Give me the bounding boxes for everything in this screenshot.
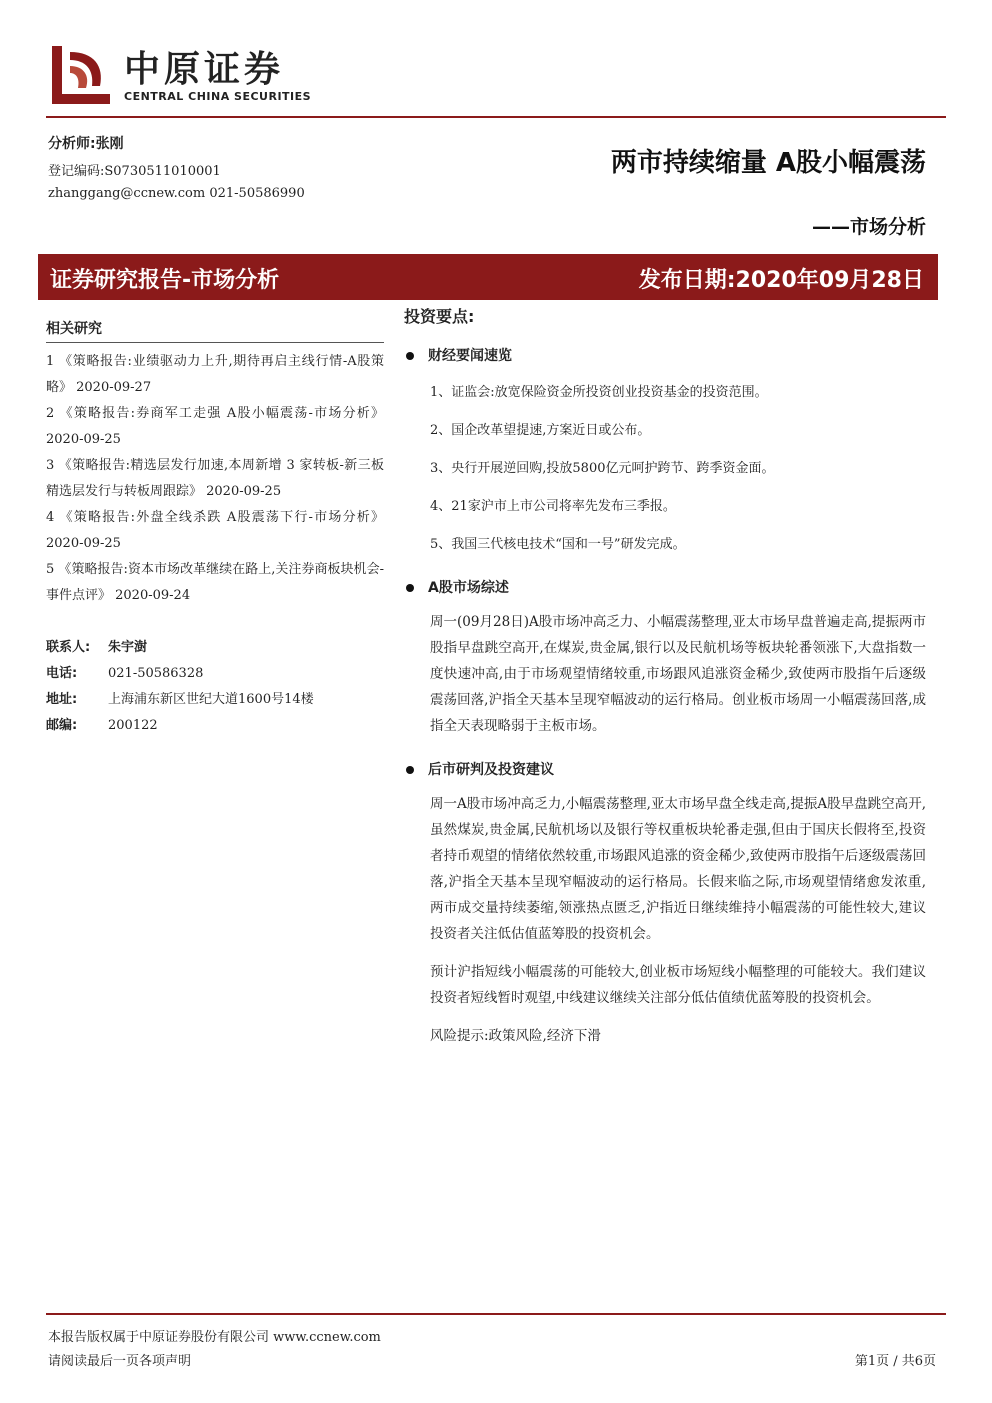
related-item: 3 《策略报告:精选层发行加速,本周新增 3 家转板-新三板精选层发行与转板周跟踪》 2020-09-25 — [46, 458, 384, 499]
related-item: 4 《策略报告:外盘全线杀跌 A股震荡下行-市场分析》 2020-09-25 — [46, 510, 384, 551]
outlook-paragraph: 预计沪指短线小幅震荡的可能较大,创业板市场短线小幅整理的可能较大。我们建议投资者短线暂时观望,中线建议继续关注部分低估值绩优蓝筹股的投资机会。 — [430, 964, 926, 1006]
contact-block — [46, 635, 384, 739]
page-number: 第1页 / 共6页 — [854, 1354, 936, 1369]
contact-person-label: 联系人: — [46, 640, 91, 655]
sidebar — [46, 318, 384, 739]
bullet-icon — [406, 352, 414, 360]
contact-phone-row — [46, 661, 384, 687]
risk-warning: 风险提示:政策风险,经济下滑 — [430, 1028, 601, 1044]
contact-zip-row — [46, 713, 384, 739]
related-item: 5 《策略报告:资本市场改革继续在路上,关注券商板块机会-事件点评》 2020-09-24 — [46, 562, 384, 603]
news-item: 5、我国三代核电技术“国和一号”研发完成。 — [430, 537, 686, 552]
analyst-contact: zhanggang@ccnew.com 021-50586990 — [48, 186, 305, 201]
related-item: 2 《策略报告:券商军工走强 A股小幅震荡-市场分析》 2020-09-25 — [46, 406, 384, 447]
contact-person-row — [46, 635, 384, 661]
footer-copyright: 本报告版权属于中原证券股份有限公司 www.ccnew.com — [48, 1330, 381, 1345]
related-item: 1 《策略报告:业绩驱动力上升,期待再启主线行情-A股策略》 2020-09-27 — [46, 354, 384, 395]
news-heading: 财经要闻速览 — [406, 345, 926, 365]
related-research-heading: 相关研究 — [46, 318, 384, 343]
news-item: 4、21家沪市上市公司将率先发布三季报。 — [430, 499, 676, 514]
investment-points-title: 投资要点: — [404, 307, 475, 326]
banner-publish-date: 发布日期:2020年09月28日 — [638, 268, 924, 293]
news-item: 3、央行开展逆回购,投放5800亿元呵护跨节、跨季资金面。 — [430, 461, 775, 476]
report-subtitle: ——市场分析 — [811, 216, 926, 238]
banner-report-type: 证券研究报告-市场分析 — [50, 268, 280, 293]
contact-phone-label: 电话: — [46, 666, 78, 681]
top-divider — [46, 116, 946, 118]
logo-chinese-name: 中原证券 — [124, 49, 285, 90]
analyst-name: 分析师:张刚 — [48, 136, 124, 152]
outlook-paragraph: 周一A股市场冲高乏力,小幅震荡整理,亚太市场早盘全线走高,提振A股早盘跳空高开,虽然煤炭,贵金属,民航机场以及银行等权重板块轮番走强,但由于国庆长假将至,投资者持币观望的情绪依然较重,市场跟风追涨的资金稀少,致使两市股指午后逐级震荡回落,沪指全天基本呈现窄幅波动的运行格局。长假来临之际,市场观望情绪愈发浓重,两市成交量持续萎缩,领涨热点匮乏,沪指近日继续维持小幅震荡的可能性较大,建议投资者关注低估值蓝筹股的投资机会。 — [430, 796, 926, 942]
contact-person: 朱宇澍 — [108, 640, 148, 655]
bullet-icon — [406, 766, 414, 774]
outlook-heading: 后市研判及投资建议 — [406, 759, 926, 779]
logo-english-name: CENTRAL CHINA SECURITIES — [124, 90, 312, 103]
footer-notice: 请阅读最后一页各项声明 — [48, 1354, 192, 1369]
company-logo-icon — [52, 46, 110, 104]
report-title: 两市持续缩量 A股小幅震荡 — [610, 148, 926, 178]
contact-address-row — [46, 687, 384, 713]
contact-address: 上海浦东新区世纪大道1600号14楼 — [108, 692, 314, 707]
news-item: 1、证监会:放宽保险资金所投资创业投资基金的投资范围。 — [430, 385, 768, 400]
contact-address-label: 地址: — [46, 692, 78, 707]
contact-zip: 200122 — [108, 718, 158, 733]
market-summary-paragraph: 周一(09月28日)A股市场冲高乏力、小幅震荡整理,亚太市场早盘普遍走高,提振两市股指早盘跳空高开,在煤炭,贵金属,银行以及民航机场等板块轮番领涨下,大盘指数一度快速冲高,由于市场观望情绪较重,市场跟风追涨资金稀少,致使两市股指午后逐级震荡回落,沪指全天基本呈现窄幅波动的运行格局。创业板市场周一小幅震荡回落,成指全天表现略弱于主板市场。 — [430, 614, 926, 734]
footer-divider — [46, 1313, 946, 1315]
contact-zip-label: 邮编: — [46, 718, 78, 733]
analyst-registration: 登记编码:S0730511010001 — [48, 164, 221, 179]
bullet-icon — [406, 584, 414, 592]
news-item: 2、国企改革望提速,方案近日或公布。 — [430, 423, 651, 438]
market-summary-heading: A股市场综述 — [406, 577, 926, 597]
report-banner — [38, 254, 938, 300]
investment-points — [404, 304, 926, 1049]
contact-phone: 021-50586328 — [108, 666, 204, 681]
